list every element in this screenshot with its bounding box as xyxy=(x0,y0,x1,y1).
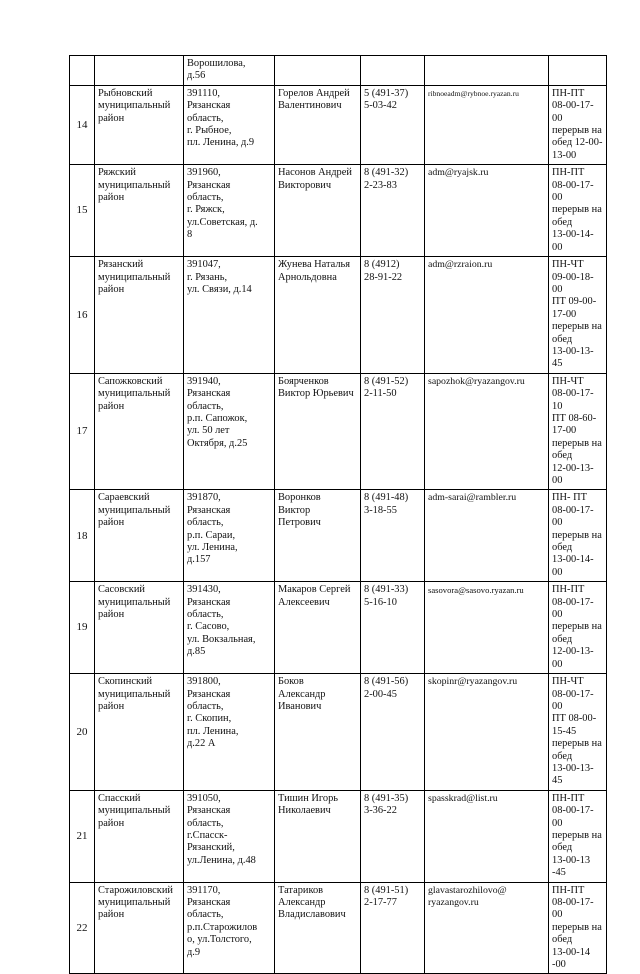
table-body xyxy=(70,56,607,974)
row-number: 16 xyxy=(70,257,95,374)
phone: 8 (491-32) 2-23-83 xyxy=(361,165,425,257)
phone: 8 (491-33) 5-16-10 xyxy=(361,582,425,674)
district-name: Скопинский муниципальный район xyxy=(95,674,184,791)
head-name: Горелов Андрей Валентинович xyxy=(275,85,361,164)
working-hours: ПН-ЧТ 08-00-17-00 ПТ 08-00- 15-45 перерыв на обед 13-00-13-45 xyxy=(549,674,607,791)
address: 391047, г. Рязань, ул. Связи, д.14 xyxy=(184,257,275,374)
district-name: Сараевский муниципальный район xyxy=(95,490,184,582)
table-row xyxy=(70,257,607,374)
address: 391800, Рязанская область, г. Скопин, пл. Ленина, д.22 А xyxy=(184,674,275,791)
table-row xyxy=(70,56,607,86)
address: 391960, Рязанская область, г. Ряжск, ул.Советская, д. 8 xyxy=(184,165,275,257)
email: adm@rzraion.ru xyxy=(425,257,549,374)
row-number: 19 xyxy=(70,582,95,674)
district-name xyxy=(95,56,184,86)
row-number: 20 xyxy=(70,674,95,791)
table-row xyxy=(70,373,607,490)
head-name: Татариков Александр Владиславович xyxy=(275,882,361,974)
email: glavastarozhilovo@ ryazangov.ru xyxy=(425,882,549,974)
email: adm-sarai@rambler.ru xyxy=(425,490,549,582)
table-row xyxy=(70,582,607,674)
row-number: 18 xyxy=(70,490,95,582)
address: 391170, Рязанская область, р.п.Старожилов о, ул.Толстого, д.9 xyxy=(184,882,275,974)
district-name: Старожиловский муниципальный район xyxy=(95,882,184,974)
address: 391110, Рязанская область, г. Рыбное, пл. Ленина, д.9 xyxy=(184,85,275,164)
phone xyxy=(361,56,425,86)
district-name: Сасовский муниципальный район xyxy=(95,582,184,674)
row-number: 17 xyxy=(70,373,95,490)
head-name: Тишин Игорь Николаевич xyxy=(275,790,361,882)
table-row xyxy=(70,790,607,882)
address: 391940, Рязанская область, р.п. Сапожок, ул. 50 лет Октября, д.25 xyxy=(184,373,275,490)
phone: 8 (491-56) 2-00-45 xyxy=(361,674,425,791)
phone: 8 (491-52) 2-11-50 xyxy=(361,373,425,490)
row-number: 15 xyxy=(70,165,95,257)
email: sapozhok@ryazangov.ru xyxy=(425,373,549,490)
address: 391050, Рязанская область, г.Спасск- Рязанский, ул.Ленина, д.48 xyxy=(184,790,275,882)
email: adm@ryajsk.ru xyxy=(425,165,549,257)
working-hours: ПН-ПТ 08-00-17-00 перерыв на обед 12-00- 13-00 xyxy=(549,85,607,164)
table-row xyxy=(70,882,607,974)
address: 391430, Рязанская область, г. Сасово, ул. Вокзальная, д.85 xyxy=(184,582,275,674)
head-name: Жунева Наталья Арнольдовна xyxy=(275,257,361,374)
district-name: Рязанский муниципальный район xyxy=(95,257,184,374)
address: Ворошилова, д.56 xyxy=(184,56,275,86)
phone: 8 (491-35) 3-36-22 xyxy=(361,790,425,882)
phone: 8 (491-48) 3-18-55 xyxy=(361,490,425,582)
working-hours: ПН-ЧТ 09-00-18-00 ПТ 09-00- 17-00 перерыв на обед 13-00-13-45 xyxy=(549,257,607,374)
table-row xyxy=(70,165,607,257)
working-hours: ПН-ПТ 08-00-17-00 перерыв на обед 13-00-14-00 xyxy=(549,165,607,257)
email: skopinr@ryazangov.ru xyxy=(425,674,549,791)
email: sasovora@sasovo.ryazan.ru xyxy=(425,582,549,674)
table-row xyxy=(70,85,607,164)
head-name: Насонов Андрей Викторович xyxy=(275,165,361,257)
row-number: 14 xyxy=(70,85,95,164)
phone: 8 (4912) 28-91-22 xyxy=(361,257,425,374)
row-number: 22 xyxy=(70,882,95,974)
email xyxy=(425,56,549,86)
row-number xyxy=(70,56,95,86)
address: 391870, Рязанская область, р.п. Сараи, ул. Ленина, д.157 xyxy=(184,490,275,582)
email: ribnoeadm@rybnoe.ryazan.ru xyxy=(425,85,549,164)
table-row xyxy=(70,674,607,791)
head-name xyxy=(275,56,361,86)
phone: 5 (491-37) 5-03-42 xyxy=(361,85,425,164)
head-name: Боков Александр Иванович xyxy=(275,674,361,791)
district-name: Спасский муниципальный район xyxy=(95,790,184,882)
working-hours: ПН-ПТ 08-00-17-00 перерыв на обед 13-00-13 -45 xyxy=(549,790,607,882)
head-name: Макаров Сергей Алексеевич xyxy=(275,582,361,674)
admin-contacts-table xyxy=(69,55,607,974)
working-hours: ПН-ЧТ 08-00-17-10 ПТ 08-60- 17-00 перерыв на обед 12-00-13-00 xyxy=(549,373,607,490)
working-hours: ПН- ПТ 08-00-17-00 перерыв на обед 13-00-14-00 xyxy=(549,490,607,582)
email: spasskrad@list.ru xyxy=(425,790,549,882)
working-hours: ПН-ПТ 08-00-17-00 перерыв на обед 13-00-14 -00 xyxy=(549,882,607,974)
row-number: 21 xyxy=(70,790,95,882)
district-name: Рыбновский муниципальный район xyxy=(95,85,184,164)
head-name: Воронков Виктор Петрович xyxy=(275,490,361,582)
district-name: Сапожковский муниципальный район xyxy=(95,373,184,490)
table-row xyxy=(70,490,607,582)
phone: 8 (491-51) 2-17-77 xyxy=(361,882,425,974)
working-hours xyxy=(549,56,607,86)
working-hours: ПН-ПТ 08-00-17-00 перерыв на обед 12-00-13-00 xyxy=(549,582,607,674)
district-name: Ряжский муниципальный район xyxy=(95,165,184,257)
head-name: Боярченков Виктор Юрьевич xyxy=(275,373,361,490)
